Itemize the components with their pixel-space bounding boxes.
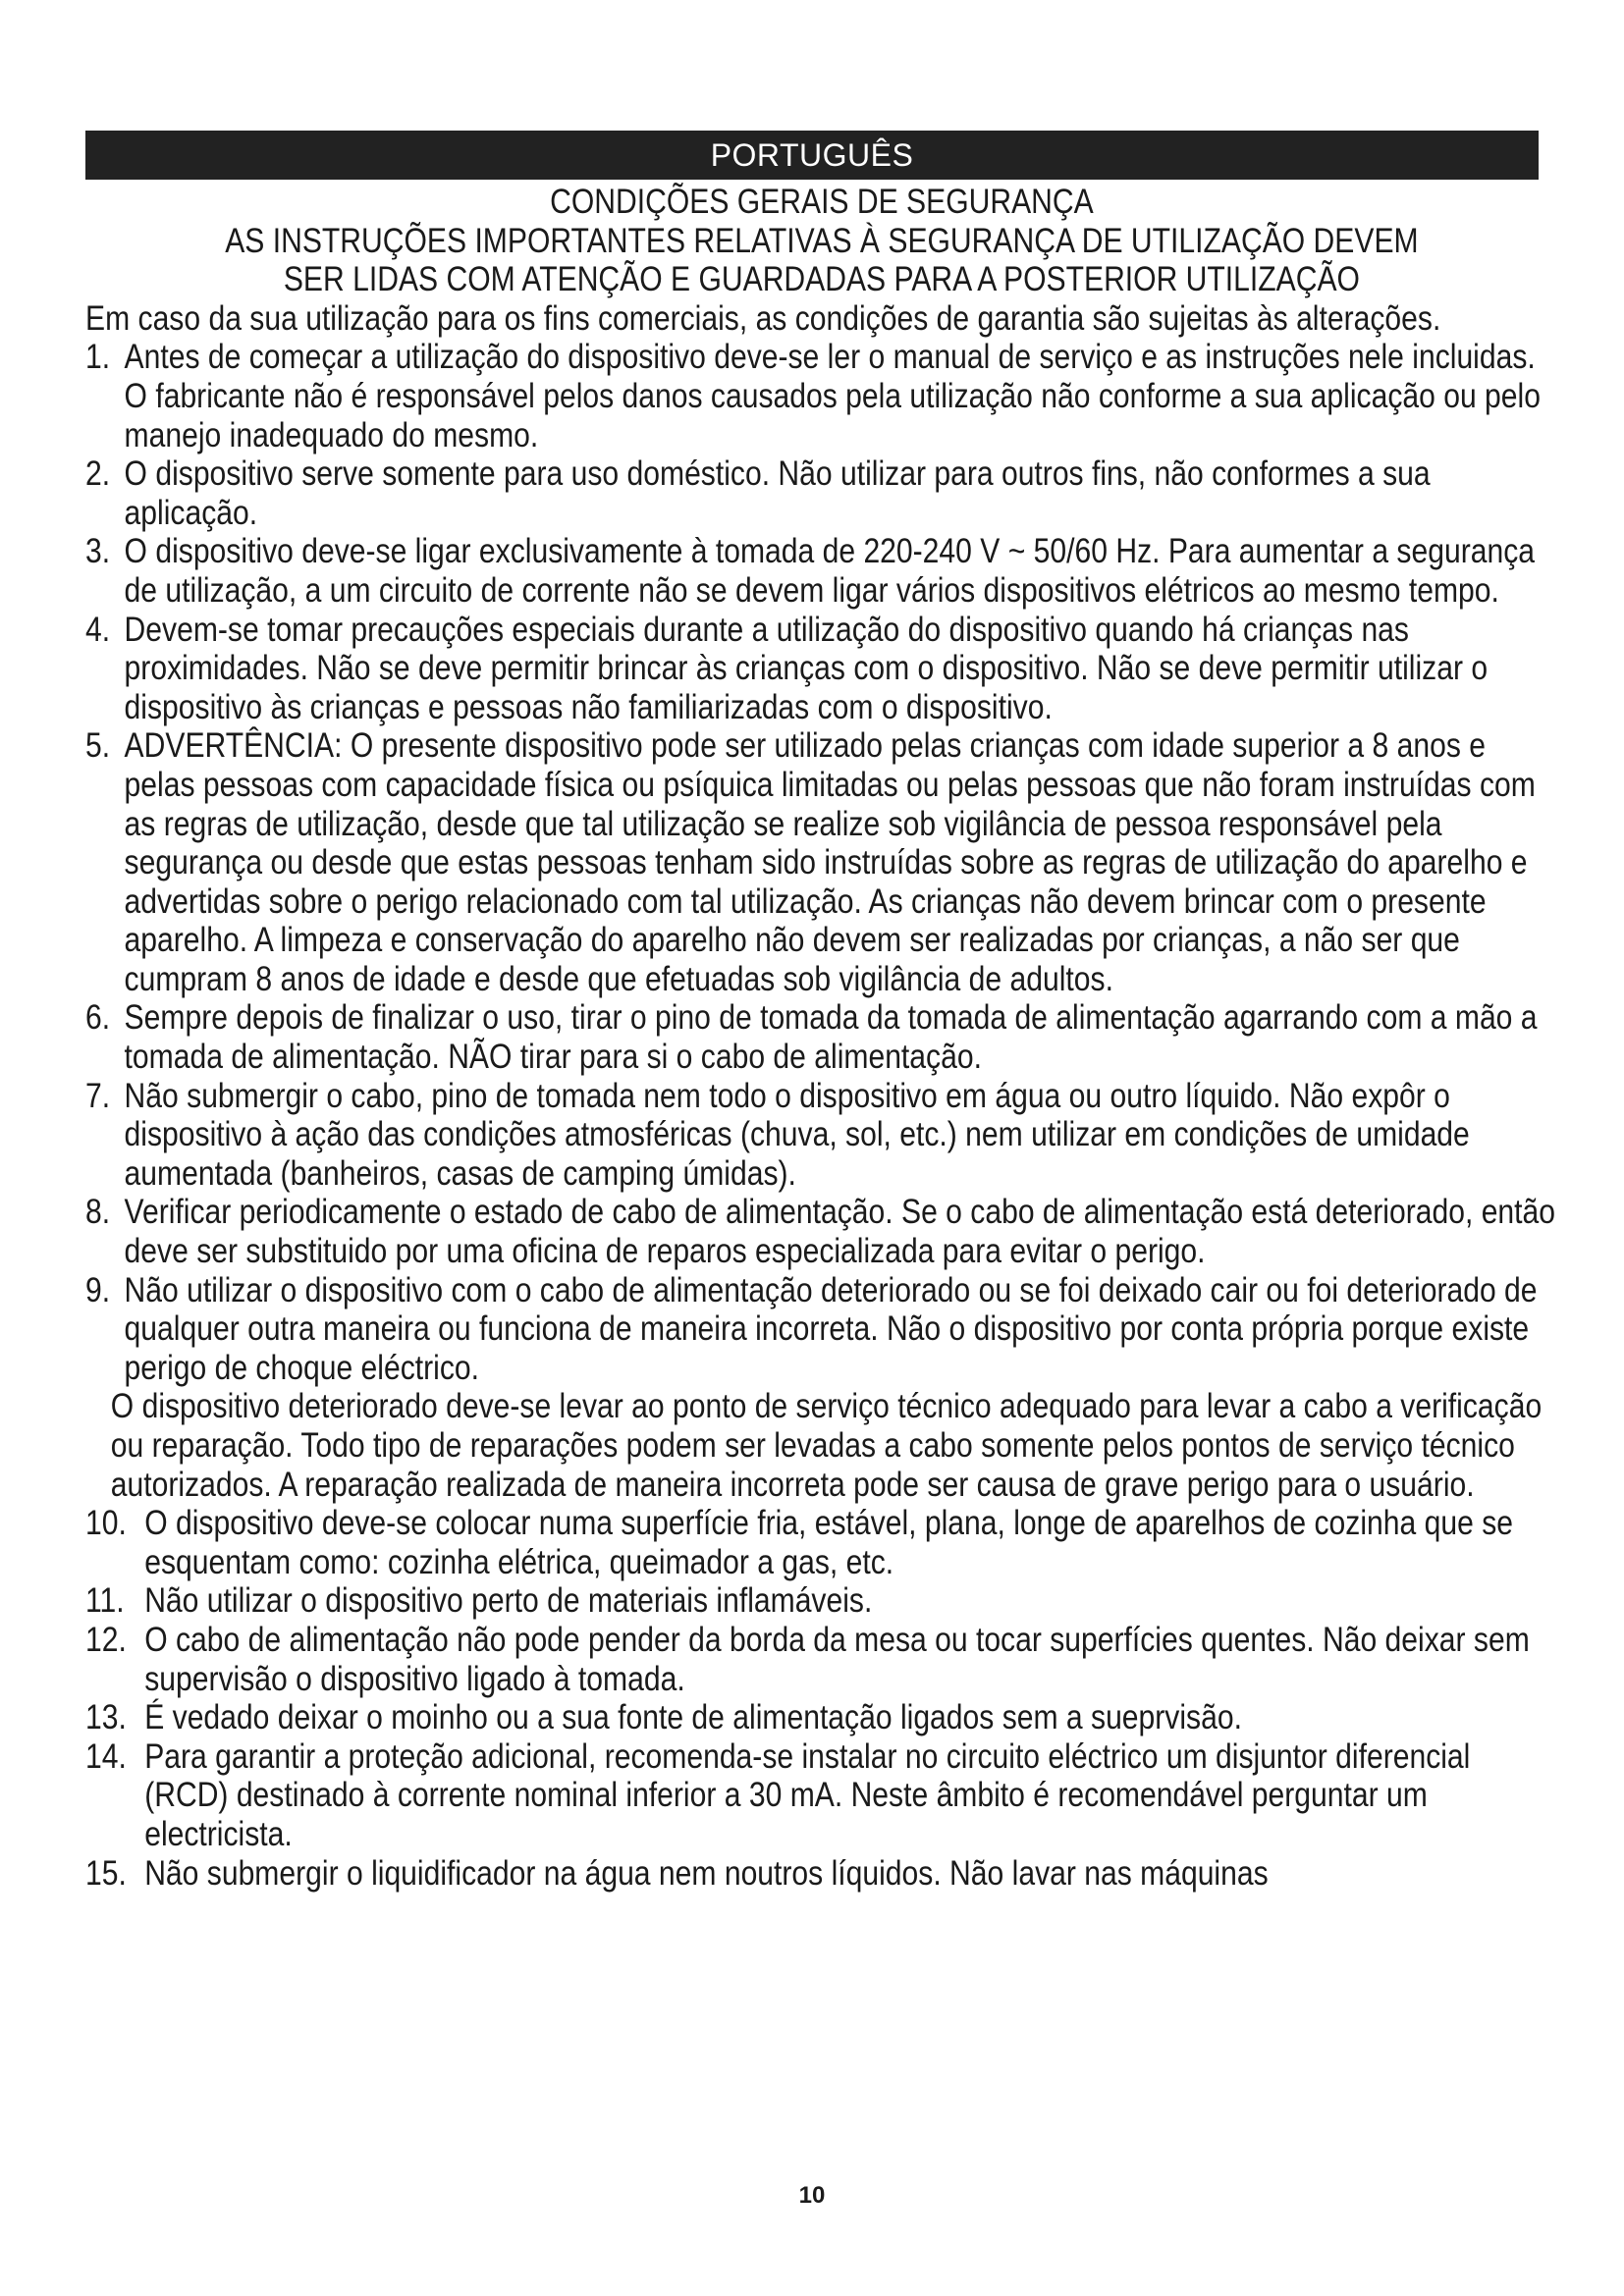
- item-number: 2.: [85, 454, 111, 494]
- item-text: Verificar periodicamente o estado de cabo de alimentação. Se o cabo de alimentação está deteriorado, então deve ser substituido por uma oficina de reparos especializada para evitar o perigo.: [124, 1193, 1556, 1271]
- item-number: 12.: [85, 1620, 127, 1659]
- item-text: Não utilizar o dispositivo perto de materiais inflamáveis.: [144, 1581, 873, 1621]
- list-item: [85, 1193, 1558, 1270]
- subtitle-line-2: SER LIDAS COM ATENÇÃO E GUARDADAS PARA A POSTERIOR UTILIZAÇÃO: [283, 260, 1360, 299]
- item-number: 1.: [85, 338, 111, 377]
- list-note: [85, 1387, 1558, 1504]
- list-item: [85, 1271, 1558, 1388]
- item-text: Sempre depois de finalizar o uso, tirar o pino de tomada da tomada de alimentação agarrando com a mão a tomada de alimentação. NÃO tirar para si o cabo de alimentação.: [124, 998, 1538, 1077]
- item-text: O dispositivo deve-se colocar numa superfície fria, estável, plana, longe de aparelhos de cozinha que se esquentam como: cozinha elétrica, queimador a gas, etc.: [144, 1504, 1513, 1581]
- item-number: 4.: [85, 610, 111, 649]
- item-number: 9.: [85, 1270, 111, 1309]
- list-item: [85, 454, 1558, 532]
- intro-paragraph: Em caso da sua utilização para os fins comerciais, as condições de garantia são sujeitas às alterações.: [85, 298, 1441, 338]
- list-item: [85, 726, 1558, 998]
- item-text: O dispositivo deve-se ligar exclusivamente à tomada de 220-240 V ~ 50/60 Hz. Para aumentar a segurança de utilização, a um circuito de corrente não se devem ligar vários dispositivos elétricos ao mesmo tempo.: [124, 532, 1535, 610]
- item-number: 7.: [85, 1076, 111, 1115]
- list-item: [85, 1737, 1558, 1854]
- item-number: 13.: [85, 1698, 127, 1737]
- item-text: Não submergir o cabo, pino de tomada nem todo o dispositivo em água ou outro líquido. Não expôr o dispositivo à ação das condições atmosféricas (chuva, sol, etc.) nem utilizar em condições de umidade aumentada (banheiros, casas de camping úmidas).: [124, 1076, 1470, 1193]
- list-item: [85, 998, 1558, 1076]
- list-item: [85, 1854, 1558, 1894]
- safety-instructions: [85, 183, 1556, 1893]
- item-text: Não submergir o liquidificador na água nem noutros líquidos. Não lavar nas máquinas: [144, 1853, 1269, 1893]
- subtitle-line-1: AS INSTRUÇÕES IMPORTANTES RELATIVAS À SEGURANÇA DE UTILIZAÇÃO DEVEM: [225, 221, 1419, 260]
- page-number: 10: [798, 2182, 826, 2209]
- item-text: ADVERTÊNCIA: O presente dispositivo pode ser utilizado pelas crianças com idade superior a 8 anos e pelas pessoas com capacidade física ou psíquica limitadas ou pelas pessoas que não foram instruídas com as regras de utilização, desde que tal utilização se realize sob vigilância de pessoa responsável pela segurança ou desde que estas pessoas tenham sido instruídas sobre as regras de utilização do aparelho e advertidas sobre o perigo relacionado com tal utilização. As crianças não devem brincar com o presente aparelho. A limpeza e conservação do aparelho não devem ser realizadas por crianças, a não ser que cumpram 8 anos de idade e desde que efetuadas sob vigilância de adultos.: [124, 726, 1536, 998]
- item-text: É vedado deixar o moinho ou a sua fonte de alimentação ligados sem a sueprvisão.: [144, 1698, 1242, 1737]
- list-item: [85, 1698, 1558, 1737]
- list-item: [85, 611, 1558, 727]
- list-item: [85, 338, 1558, 454]
- list-item: [85, 1504, 1558, 1581]
- item-number: 15.: [85, 1853, 127, 1893]
- list-item: [85, 1621, 1558, 1698]
- item-number: 11.: [85, 1581, 125, 1621]
- note-text: O dispositivo deteriorado deve-se levar ao ponto de serviço técnico adequado para levar a cabo a verificação ou reparação. Todo tipo de reparações podem ser levadas a cabo somente pelos pontos de serviço técnico autorizados. A reparação realizada de maneira incorreta pode ser causa de grave perigo para o usuário.: [110, 1387, 1543, 1504]
- language-label: PORTUGUÊS: [710, 137, 914, 173]
- item-text: O cabo de alimentação não pode pender da borda da mesa ou tocar superfícies quentes. Não deixar sem supervisão o dispositivo ligado à tomada.: [144, 1620, 1530, 1698]
- item-number: 5.: [85, 726, 111, 766]
- list-item: [85, 1077, 1558, 1194]
- list-item: [85, 1581, 1558, 1621]
- item-number: 8.: [85, 1193, 111, 1232]
- item-number: 10.: [85, 1504, 127, 1543]
- section-title: CONDIÇÕES GERAIS DE SEGURANÇA: [550, 183, 1094, 221]
- item-number: 3.: [85, 532, 111, 571]
- list-item: [85, 532, 1558, 610]
- item-text: O dispositivo serve somente para uso doméstico. Não utilizar para outros fins, não conformes a sua aplicação.: [124, 454, 1431, 532]
- item-number: 6.: [85, 998, 111, 1038]
- item-number: 14.: [85, 1736, 127, 1776]
- item-text: Não utilizar o dispositivo com o cabo de alimentação deteriorado ou se foi deixado cair ou foi deteriorado de qualquer outra maneira ou funciona de maneira incorreta. Não o dispositivo por conta própria porque existe perigo de choque eléctrico.: [124, 1270, 1538, 1387]
- item-text: Devem-se tomar precauções especiais durante a utilização do dispositivo quando há crianças nas proximidades. Não se deve permitir brincar às crianças com o dispositivo. Não se deve permitir utilizar o dispositivo às crianças e pessoas não familiarizadas com o dispositivo.: [124, 610, 1489, 726]
- language-header-bar: [85, 131, 1539, 180]
- item-text: Para garantir a proteção adicional, recomenda-se instalar no circuito eléctrico um disjuntor diferencial (RCD) destinado à corrente nominal inferior a 30 mA. Neste âmbito é recomendável perguntar um electricista.: [144, 1736, 1471, 1853]
- item-text: Antes de começar a utilização do dispositivo deve-se ler o manual de serviço e as instruções nele incluidas. O fabricante não é responsável pelos danos causados pela utilização não conforme a sua aplicação ou pelo manejo inadequado do mesmo.: [124, 338, 1541, 454]
